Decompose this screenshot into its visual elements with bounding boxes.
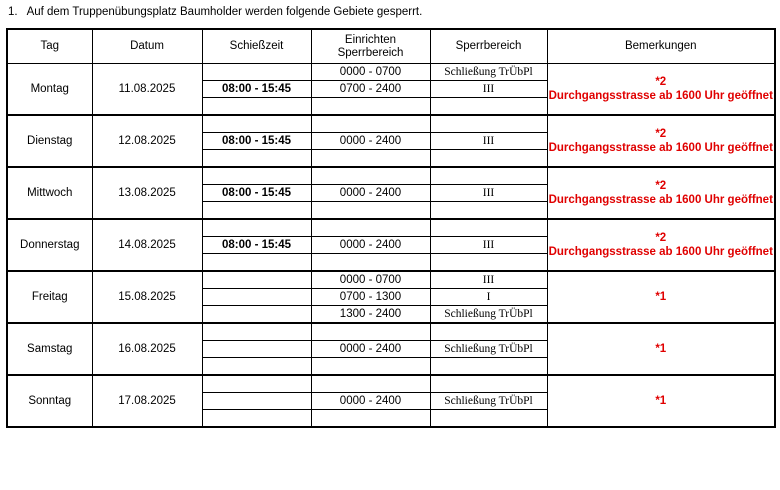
closure-table xyxy=(6,28,776,428)
header-sperrbereich: Sperrbereich xyxy=(430,29,547,64)
sperrbereich-cell xyxy=(430,150,547,168)
einrichten-cell xyxy=(311,115,430,133)
schiesszeit-cell xyxy=(202,289,311,306)
sperrbereich-cell xyxy=(430,98,547,116)
table-row xyxy=(7,375,775,393)
schiesszeit-cell xyxy=(202,98,311,116)
sperrbereich-cell: III xyxy=(430,81,547,98)
einrichten-cell xyxy=(311,98,430,116)
header-datum: Datum xyxy=(92,29,202,64)
einrichten-cell xyxy=(311,375,430,393)
remark-cell xyxy=(547,64,775,116)
table-row xyxy=(7,167,775,185)
date-cell: 13.08.2025 xyxy=(92,167,202,219)
schiesszeit-cell xyxy=(202,254,311,272)
remark-code: *1 xyxy=(655,395,667,407)
einrichten-cell xyxy=(311,323,430,341)
header-einrichten: Einrichten Sperrbereich xyxy=(311,29,430,64)
einrichten-cell: 0000 - 2400 xyxy=(311,393,430,410)
table-header-row xyxy=(7,29,775,64)
date-cell: 14.08.2025 xyxy=(92,219,202,271)
document-heading xyxy=(8,6,422,18)
sperrbereich-cell xyxy=(430,219,547,237)
sperrbereich-cell: Schließung TrÜbPl xyxy=(430,306,547,324)
einrichten-cell xyxy=(311,202,430,220)
heading-number: 1. xyxy=(8,6,18,18)
remark-text: Durchgangsstrasse ab 1600 Uhr geöffnet xyxy=(548,194,773,206)
einrichten-cell xyxy=(311,410,430,428)
schiesszeit-cell xyxy=(202,375,311,393)
header-bemerkungen: Bemerkungen xyxy=(547,29,775,64)
date-cell: 11.08.2025 xyxy=(92,64,202,116)
remark-text: Durchgangsstrasse ab 1600 Uhr geöffnet xyxy=(548,90,773,102)
sperrbereich-cell xyxy=(430,358,547,376)
sperrbereich-cell: I xyxy=(430,289,547,306)
sperrbereich-cell xyxy=(430,167,547,185)
schiesszeit-cell xyxy=(202,202,311,220)
remark-text: Durchgangsstrasse ab 1600 Uhr geöffnet xyxy=(548,246,773,258)
date-cell: 16.08.2025 xyxy=(92,323,202,375)
schiesszeit-cell xyxy=(202,306,311,324)
remark-code: *2 xyxy=(655,232,667,244)
sperrbereich-cell xyxy=(430,410,547,428)
einrichten-cell: 0000 - 0700 xyxy=(311,64,430,81)
einrichten-cell xyxy=(311,167,430,185)
table-body xyxy=(7,64,775,428)
schiesszeit-cell xyxy=(202,219,311,237)
remark-code: *1 xyxy=(655,343,667,355)
schiesszeit-cell xyxy=(202,358,311,376)
day-cell: Dienstag xyxy=(7,115,92,167)
day-cell: Mittwoch xyxy=(7,167,92,219)
remark-code: *2 xyxy=(655,180,667,192)
day-cell: Sonntag xyxy=(7,375,92,427)
schiesszeit-cell: 08:00 - 15:45 xyxy=(202,185,311,202)
einrichten-cell: 0000 - 2400 xyxy=(311,237,430,254)
schiesszeit-cell: 08:00 - 15:45 xyxy=(202,237,311,254)
schiesszeit-cell xyxy=(202,271,311,289)
schiesszeit-cell xyxy=(202,410,311,428)
table-row xyxy=(7,323,775,341)
day-cell: Montag xyxy=(7,64,92,116)
schiesszeit-cell: 08:00 - 15:45 xyxy=(202,133,311,150)
schiesszeit-cell xyxy=(202,167,311,185)
sperrbereich-cell xyxy=(430,115,547,133)
schiesszeit-cell: 08:00 - 15:45 xyxy=(202,81,311,98)
remark-code: *1 xyxy=(655,291,667,303)
einrichten-cell: 0000 - 2400 xyxy=(311,185,430,202)
remark-code: *2 xyxy=(655,128,667,140)
table-row xyxy=(7,64,775,81)
schiesszeit-cell xyxy=(202,150,311,168)
schiesszeit-cell xyxy=(202,341,311,358)
remark-cell xyxy=(547,271,775,323)
sperrbereich-cell xyxy=(430,375,547,393)
header-tag: Tag xyxy=(7,29,92,64)
einrichten-cell: 0000 - 0700 xyxy=(311,271,430,289)
schiesszeit-cell xyxy=(202,64,311,81)
sperrbereich-cell: Schließung TrÜbPl xyxy=(430,393,547,410)
schiesszeit-cell xyxy=(202,115,311,133)
sperrbereich-cell: Schließung TrÜbPl xyxy=(430,341,547,358)
remark-cell xyxy=(547,323,775,375)
sperrbereich-cell xyxy=(430,323,547,341)
remark-cell xyxy=(547,375,775,427)
einrichten-cell: 1300 - 2400 xyxy=(311,306,430,324)
einrichten-cell xyxy=(311,150,430,168)
sperrbereich-cell: III xyxy=(430,185,547,202)
date-cell: 15.08.2025 xyxy=(92,271,202,323)
table-row xyxy=(7,115,775,133)
header-schiesszeit: Schießzeit xyxy=(202,29,311,64)
einrichten-cell xyxy=(311,358,430,376)
sperrbereich-cell: III xyxy=(430,133,547,150)
day-cell: Freitag xyxy=(7,271,92,323)
sperrbereich-cell xyxy=(430,254,547,272)
einrichten-cell xyxy=(311,219,430,237)
schiesszeit-cell xyxy=(202,393,311,410)
remark-cell xyxy=(547,167,775,219)
remark-code: *2 xyxy=(655,76,667,88)
date-cell: 17.08.2025 xyxy=(92,375,202,427)
einrichten-cell: 0000 - 2400 xyxy=(311,341,430,358)
table-row xyxy=(7,219,775,237)
remark-cell xyxy=(547,115,775,167)
sperrbereich-cell: III xyxy=(430,237,547,254)
date-cell: 12.08.2025 xyxy=(92,115,202,167)
remark-text: Durchgangsstrasse ab 1600 Uhr geöffnet xyxy=(548,142,773,154)
schiesszeit-cell xyxy=(202,323,311,341)
einrichten-cell: 0700 - 2400 xyxy=(311,81,430,98)
table-row xyxy=(7,271,775,289)
remark-cell xyxy=(547,219,775,271)
day-cell: Donnerstag xyxy=(7,219,92,271)
sperrbereich-cell xyxy=(430,202,547,220)
einrichten-cell: 0700 - 1300 xyxy=(311,289,430,306)
einrichten-cell: 0000 - 2400 xyxy=(311,133,430,150)
sperrbereich-cell: Schließung TrÜbPl xyxy=(430,64,547,81)
einrichten-cell xyxy=(311,254,430,272)
day-cell: Samstag xyxy=(7,323,92,375)
heading-text: Auf dem Truppenübungsplatz Baumholder werden folgende Gebiete gesperrt. xyxy=(26,6,423,18)
sperrbereich-cell: III xyxy=(430,271,547,289)
